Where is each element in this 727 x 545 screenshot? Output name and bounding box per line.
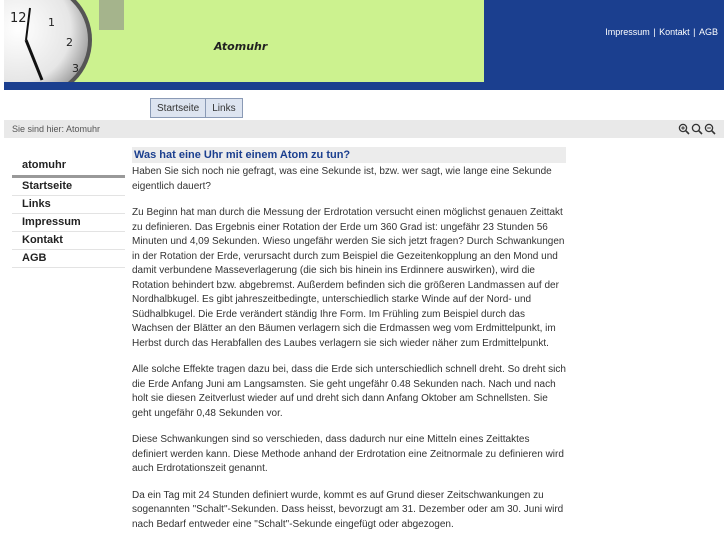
header-links: Impressum | Kontakt | AGB [605, 27, 718, 37]
svg-text:1: 1 [48, 16, 55, 29]
breadcrumb: Sie sind hier: Atomuhr [12, 124, 101, 134]
zoom-out-icon[interactable] [704, 123, 716, 135]
header-link-agb[interactable]: AGB [698, 27, 718, 37]
header-strip [4, 82, 724, 90]
sidebar-item-startseite[interactable]: Startseite [12, 178, 125, 196]
clock-image [4, 0, 124, 82]
zoom-controls [678, 123, 716, 135]
sidebar-item-links[interactable]: Links [12, 196, 125, 214]
sidebar-item-agb[interactable]: AGB [12, 250, 125, 268]
svg-text:2: 2 [66, 36, 73, 49]
paragraph: Da ein Tag mit 24 Stunden definiert wurde, kommt es auf Grund dieser Zeitschwankungen zu sogenannten "Schalt"-Sekunden. Dass heisst, bevorzugt am 31. Dezember oder am 30. Juni wird nach Bedarf entweder eine "Schalt"-Sekunde eingefügt oder abgezogen. [132, 489, 564, 530]
sidebar-item-impressum[interactable]: Impressum [12, 214, 125, 232]
svg-text:12: 12 [10, 11, 27, 26]
tab-startseite[interactable]: Startseite [150, 98, 206, 118]
paragraph: Diese Schwankungen sind so verschieden, dass dadurch nur eine Mitteln eines Zeittaktes definiert werden kann. Diese Methode anhand der Erdrotation eine Zeitnormale zu definieren wird auch Erdrotationszeit genannt. [132, 434, 564, 474]
zoom-reset-icon[interactable] [691, 123, 703, 135]
page-title: Was hat eine Uhr mit einem Atom zu tun? [132, 147, 566, 163]
main-tabs [150, 98, 243, 118]
breadcrumb-bar [4, 120, 724, 138]
main-content [132, 147, 566, 544]
svg-text:3: 3 [72, 62, 79, 75]
sidebar-item-kontakt[interactable]: Kontakt [12, 232, 125, 250]
header-link-kontakt[interactable]: Kontakt [659, 27, 690, 37]
paragraph: Alle solche Effekte tragen dazu bei, dass die Erde sich unterschiedlich schnell dreht. So dreht sich die Erde Anfang Juni am Langsamsten. Sie geht ungefähr 0.48 Sekunden nach. Nach und nach holt sie diesen Zeitverlust wieder auf und dreht sich dann Anfang Oktober am Schnellsten. Sie geht ungefähr 0,48 Sekunden vor. [132, 364, 566, 419]
header-blue-panel [484, 0, 724, 82]
sidebar-nav [12, 158, 125, 268]
paragraph: Zu Beginn hat man durch die Messung der Erdrotation versucht einen möglichst genauen Zeittakt zu definieren. Das Ergebnis einer Rotation der Erde um 360 Grad ist: ungefähr 23 Stunden 56 Minuten und 4,09 Sekunden. Wieso ungefähr werden Sie sich jetzt fragen? Durch Schwankungen in der Rotation der Erde, verursacht durch zum Beispiel die Gezeitenkopplung an den Mond und damit verbundene Masseverlagerung (die sich bis hinein ins Erdinnere auswirken), wird die Rotation behindert bzw. abgebremst. Außerdem befinden sich die größeren Landmassen auf der Nordhalbkugel. Es gibt jahreszeitbedingte, unterschiedlich starke Winde auf der Nord- und Südhalbkugel. Die Erde verändert ständig Ihre Form. Im Frühling zum Beispiel durch das Wachsen der Blätter an den Bäumen verlagern sich die Erdmassen weg vom Erdmittelpunkt, im Herbst durch das Herabfallen des Laubes verlagern sie sich wieder näher zum Erdmittelpunkt. [132, 207, 565, 349]
sidebar-heading[interactable]: atomuhr [12, 158, 125, 178]
site-header [4, 0, 724, 90]
tab-links[interactable]: Links [206, 98, 242, 118]
zoom-in-icon[interactable] [678, 123, 690, 135]
header-link-impressum[interactable]: Impressum [605, 27, 650, 37]
paragraph: Haben Sie sich noch nie gefragt, was eine Sekunde ist, bzw. wer sagt, wie lange eine Sekunde eigentlich dauert? [132, 166, 552, 192]
site-title: Atomuhr [214, 40, 268, 53]
